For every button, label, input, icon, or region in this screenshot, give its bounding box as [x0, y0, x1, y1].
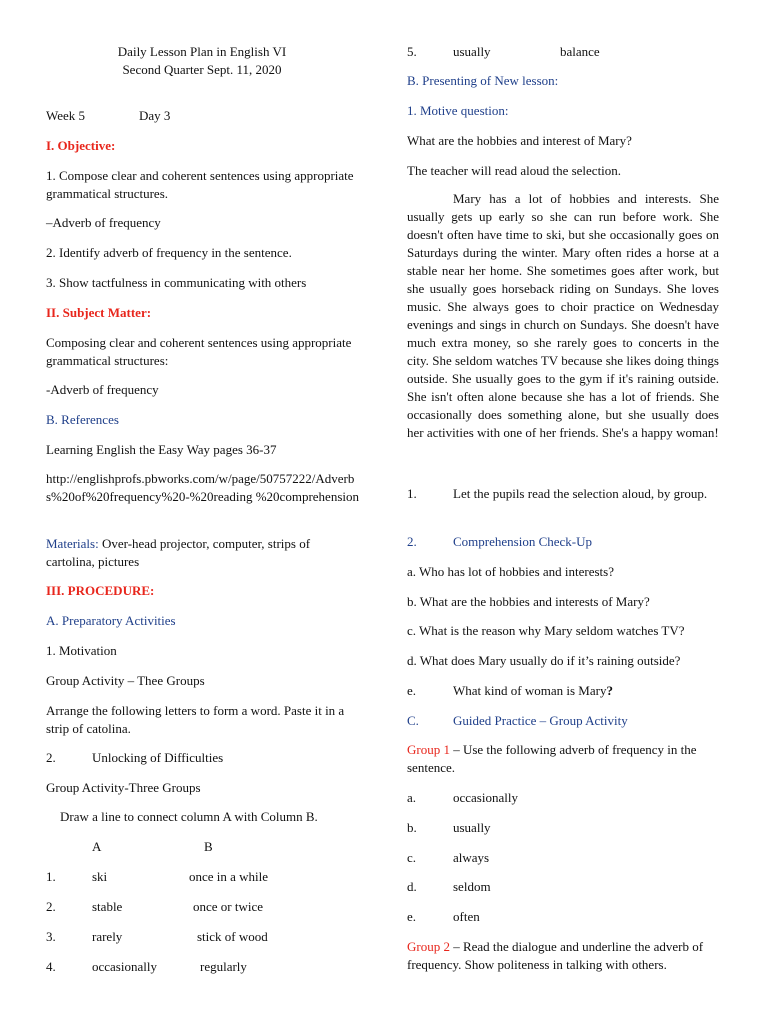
adverb-word: occasionally [453, 790, 518, 805]
objective-heading: I. Objective: [46, 138, 116, 153]
step-1 [407, 485, 719, 503]
group-1-text: – Use the following adverb of frequency in the sentence. [407, 742, 697, 775]
question-b: b. What are the hobbies and interests of Mary? [407, 594, 650, 609]
materials-text: Over-head projector, computer, strips of cartolina, pictures [46, 536, 311, 569]
subject-matter-topic: -Adverb of frequency [46, 382, 159, 397]
reading-selection: Mary has a lot of hobbies and interests. She usually gets up early so she can run before work. She doesn't often have time to ski, but she occasionally goes on Saturdays during the winter. Mary often rides a horse at a stable near her home. She sometimes goes after work, but she usually goes horseback riding on Sundays. She loves music. She always goes to choir practice on Wednesday evenings and sings in church on Sundays. She doesn't have much extra money, so she rarely goes to concerts in the city. She seldom watches TV because she likes doing things outside. She usually goes to the gym if it's raining outside. She isn't often alone because she has a lot of friends. She occasionally does something alone, but she usually does her activities with one of her friends. She's a happy woman! [407, 191, 719, 440]
step-1-text [407, 485, 719, 503]
objective-item-1: 1. Compose clear and coherent sentences using appropriate grammatical structures. [46, 168, 354, 201]
matching-b: regularly [200, 959, 247, 974]
adverb-label: e. [407, 909, 417, 924]
question-a: a. Who has lot of hobbies and interests? [407, 564, 614, 579]
preparatory-heading: A. Preparatory Activities [46, 613, 176, 628]
motive-question: What are the hobbies and interest of Mary? [407, 133, 632, 148]
materials-label: Materials: [46, 536, 99, 551]
step-1-label: Let the pupils read the selection aloud, by group. [453, 486, 708, 501]
matching-number: 5. [407, 44, 417, 59]
group-2-label: Group 2 [407, 939, 450, 954]
group-1-instruction [407, 741, 719, 777]
references-heading: B. References [46, 412, 119, 427]
matching-b: once in a while [189, 869, 269, 884]
matching-a: stable [92, 899, 123, 914]
adverb-word: usually [453, 820, 491, 835]
presenting-heading: B. Presenting of New lesson: [407, 73, 559, 88]
matching-number: 2. [46, 899, 56, 914]
subject-matter-text: Composing clear and coherent sentences using appropriate grammatical structures: [46, 335, 352, 368]
objective-item-adverb: –Adverb of frequency [46, 215, 161, 230]
question-c: c. What is the reason why Mary seldom watches TV? [407, 623, 685, 638]
motivation-heading: 1. Motivation [46, 643, 117, 658]
matching-a: rarely [92, 929, 123, 944]
adverb-word: seldom [453, 879, 491, 894]
adverb-label: a. [407, 790, 417, 805]
matching-number: 1. [46, 869, 56, 884]
document-title: Daily Lesson Plan in English VI [117, 44, 287, 59]
reference-url[interactable]: http://englishprofs.pbworks.com/w/page/50757222/Adverbs%20of%20frequency%20-%20reading %20comprehension [46, 471, 359, 504]
matching-a: ski [92, 869, 108, 884]
matching-number: 3. [46, 929, 56, 944]
step-2-number: 2. [407, 534, 417, 549]
week-day-line [46, 107, 358, 125]
group-activity-line: Group Activity – Thee Groups [46, 673, 205, 688]
question-d: d. What does Mary usually do if it’s raining outside? [407, 653, 681, 668]
adverb-word: often [453, 909, 480, 924]
matching-b: balance [560, 44, 600, 59]
question-e-label: e. [407, 683, 417, 698]
document-subtitle: Second Quarter Sept. 11, 2020 [122, 62, 282, 77]
week-label: Week 5 [46, 108, 86, 123]
group-activity-2: Group Activity-Three Groups [46, 780, 201, 795]
group-2-text: – Read the dialogue and underline the adverb of frequency. Show politeness in talking with others. [407, 939, 704, 972]
matching-a: usually [453, 44, 491, 59]
adverb-word: always [453, 850, 490, 865]
column-b-header: B [204, 839, 213, 854]
teacher-reads-line: The teacher will read aloud the selection. [407, 163, 622, 178]
step-2-text: Comprehension Check-Up [453, 534, 593, 549]
matching-number: 4. [46, 959, 56, 974]
day-label: Day 3 [139, 108, 171, 123]
column-a-header: A [92, 839, 102, 854]
unlocking-text: Unlocking of Difficulties [92, 750, 224, 765]
procedure-heading: III. PROCEDURE: [46, 583, 155, 598]
guided-text: Guided Practice – Group Activity [453, 713, 628, 728]
adverb-label: d. [407, 879, 417, 894]
objective-item-3: 3. Show tactfulness in communicating with others [46, 275, 307, 290]
draw-line-instruction: Draw a line to connect column A with Column B. [60, 809, 318, 824]
question-e-body: What kind of woman is Mary [453, 683, 607, 698]
unlocking-number: 2. [46, 750, 56, 765]
subject-matter-heading: II. Subject Matter: [46, 305, 152, 320]
materials-line [46, 535, 358, 571]
reference-book: Learning English the Easy Way pages 36-37 [46, 442, 277, 457]
objective-item-2: 2. Identify adverb of frequency in the sentence. [46, 245, 292, 260]
question-e-text [453, 682, 613, 700]
matching-b: stick of wood [197, 929, 268, 944]
adverb-label: b. [407, 820, 417, 835]
arrange-instruction: Arrange the following letters to form a word. Paste it in a strip of catolina. [46, 703, 345, 736]
matching-b: once or twice [193, 899, 264, 914]
matching-a: occasionally [92, 959, 157, 974]
adverb-label: c. [407, 850, 417, 865]
step-1-number: 1. [407, 486, 417, 501]
question-e-mark: ? [606, 683, 613, 698]
group-2-instruction [407, 938, 719, 974]
guided-label: C. [407, 713, 419, 728]
group-1-label: Group 1 [407, 742, 450, 757]
motive-question-heading: 1. Motive question: [407, 103, 509, 118]
